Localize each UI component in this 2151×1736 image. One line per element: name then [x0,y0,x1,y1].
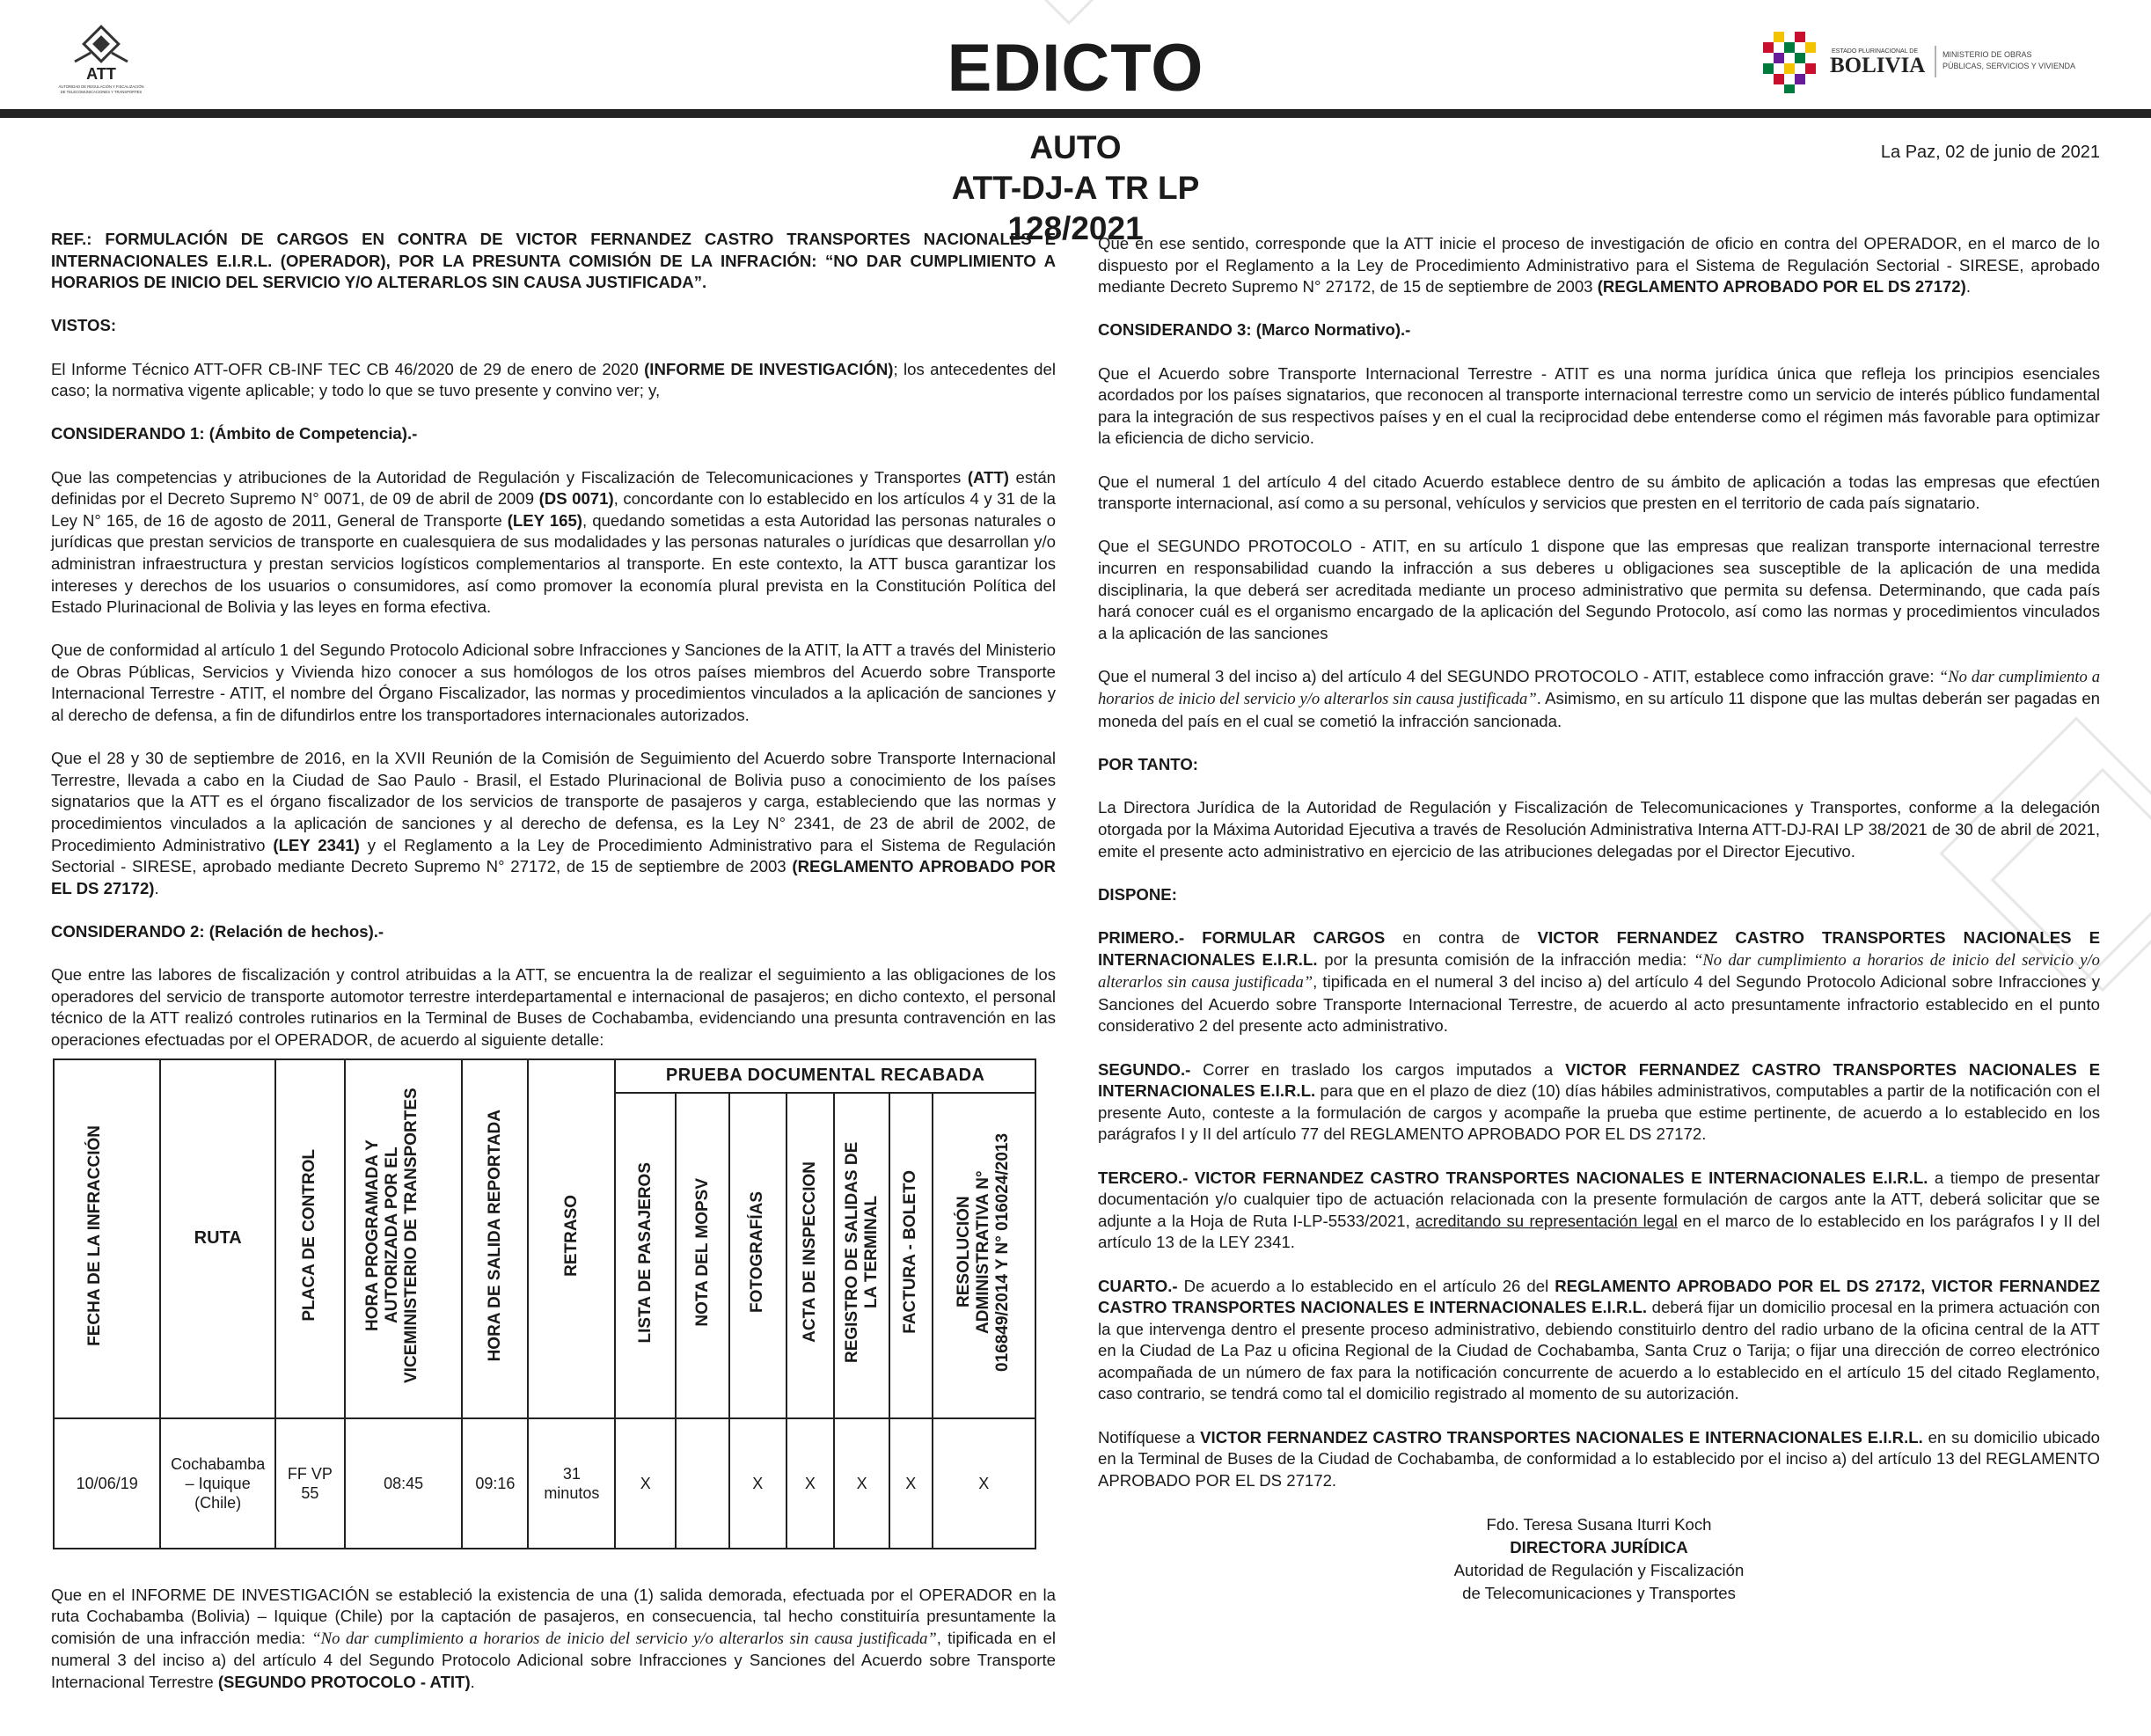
table-cell: X [729,1418,787,1549]
considerando-1-paragraph: Que las competencias y atribuciones de la Autoridad de Regulación y Fiscalización de Telecomunicaciones y Transportes (ATT) están definidas por el Decreto Supremo N° 0071, de 09 de abril de 2009 (DS 0071), concordante con lo establecido en los artículos 4 y 31 de la Ley N° 165, de 16 de agosto de 2011, General de Transporte (LEY 165), quedando sometidas a esta Autoridad las personas naturales o jurídicas que prestan servicios de transporte en cualesquiera de sus modalidades y las personas naturales o jurídicas que desarrollan y/o administran infraestructura y prestan servicios logísticos complementarios al transporte. En este contexto, la ATT busca garantizar los intereses y derechos de los usuarios o consumidores, así como promover la economía plural prevista en la Constitución Política del Estado Plurinacional de Bolivia y las leyes en forma efectiva. [51,467,1056,617]
table-header: FOTOGRAFÍAS [729,1093,787,1418]
svg-text:MINISTERIO DE OBRAS: MINISTERIO DE OBRAS [1942,50,2032,59]
table-cell: 31 minutos [528,1418,615,1549]
table-header: FACTURA - BOLETO [889,1093,933,1418]
tercero-paragraph: TERCERO.- VICTOR FERNANDEZ CASTRO TRANSPORTES NACIONALES E INTERNACIONALES E.I.R.L. a tiempo de presentar documentación y/o cualquier tipo de actuación relacionada con la presente formulación de cargos ante la ATT, deberá solicitar que se adjunte a la Hoja de Ruta I-LP-5533/2021, acreditando su representación legal en el marco de lo establecido en los parágrafos I y II del artículo 13 de la LEY 2341. [1098,1168,2100,1252]
table-row [54,1418,1035,1549]
header-rule [0,109,2151,118]
considerando-3-heading: CONSIDERANDO 3: (Marco Normativo).- [1098,320,1411,340]
table-cell: X [787,1418,835,1549]
table-cell: X [889,1418,933,1549]
considerando-1-paragraph: Que el 28 y 30 de septiembre de 2016, en la XVII Reunión de la Comisión de Seguimiento del Acuerdo sobre Transporte Internacional Terrestre, llevada a cabo en la Ciudad de Sao Paulo - Brasil, el Estado Plurinacional de Bolivia puso a conocimiento de los países signatarios que la ATT es el órgano fiscalizador de los servicios de transporte de pasajeros y carga, estableciendo que las normas y procedimientos vinculados a la aplicación de sanciones y al derecho de defensa, es la Ley N° 2341, de 23 de abril de 2002, de Procedimiento Administrativo (LEY 2341) y el Reglamento a la Ley de Procedimiento Administrativo para el Sistema de Regulación Sectorial - SIRESE, aprobado mediante Decreto Supremo N° 27172, de 15 de septiembre de 2003 (REGLAMENTO APROBADO POR EL DS 27172). [51,749,1056,897]
right-paragraph: Que en ese sentido, corresponde que la ATT inicie el proceso de investigación de oficio en contra del OPERADOR, en el marco de lo dispuesto por el Reglamento a la Ley de Procedimiento Administrativo para el Sistema de Regulación Sectorial - SIRESE, aprobado mediante Decreto Supremo N° 27172, de 15 de septiembre de 2003 (REGLAMENTO APROBADO POR EL DS 27172). [1098,234,2100,297]
considerando-3-paragraph: Que el SEGUNDO PROTOCOLO - ATIT, en su artículo 1 dispone que las empresas que realizan transporte internacional terrestre incurren en responsabilidad cuando la infracción a sus deberes u obligaciones sea susceptible de la aplicación de una medida disciplinaria, la que deberá ser acreditada mediante un proceso administrativo que permita su defensa. Determinando, que cada país hará conocer cuál es el organismo encargado de la aplicación del Segundo Protocolo, así como las normas y procedimientos vinculados a la aplicación de las sanciones [1098,537,2100,642]
signer-title: DIRECTORA JURÍDICA [1510,1538,1688,1557]
page-header [0,0,2151,123]
considerando-1-paragraph: Que de conformidad al artículo 1 del Segundo Protocolo Adicional sobre Infracciones y Sanciones de la ATIT, la ATT a través del Ministerio de Obras Públicas, Servicios y Vivienda hizo conocer a sus homólogos de los otros países miembros del Acuerdo sobre Transporte Internacional Terrestre - ATIT, el nombre del Órgano Fiscalizador, las normas y procedimientos vinculados a la aplicación de sanciones y al derecho de defensa, a fin de difundirlos entre los transportadores internacionales autorizados. [51,641,1056,725]
table-cell: FF VP 55 [275,1418,345,1549]
table-header: RETRASO [528,1059,615,1418]
svg-text:DE TELECOMUNICACIONES Y TRANSP: DE TELECOMUNICACIONES Y TRANSPORTES [60,90,143,94]
signature-block [1098,1513,2100,1605]
considerando-3-paragraph: Que el numeral 3 del inciso a) del artículo 4 del SEGUNDO PROTOCOLO - ATIT, establece como infracción grave: “No dar cumplimiento a horarios de inicio del servicio y/o alterarlos sin causa justificada”. Asimismo, en su artículo 11 dispone que las multas deberán ser pagadas en moneda del país en el cual se cometió la infracción sancionada. [1098,666,2101,731]
svg-text:BOLIVIA: BOLIVIA [1830,54,1926,77]
table-cell: 10/06/19 [54,1418,160,1549]
segundo-paragraph: SEGUNDO.- Correr en traslado los cargos imputados a VICTOR FERNANDEZ CASTRO TRANSPORTES NACIONALES E INTERNACIONALES E.I.R.L. para que en el plazo de diez (10) días hábiles administrativos, computables a partir de la notificación con el presente Auto, conteste a la formulación de cargos y acompañe la prueba que estime pertinente, de acuerdo a lo establecido en los parágrafos I y II del artículo 77 del REGLAMENTO APROBADO POR EL DS 27172. [1098,1059,2100,1144]
table-cell: Cochabamba – Iquique (Chile) [160,1418,275,1549]
table-header: ACTA DE INSPECCION [787,1093,835,1418]
table-header: LISTA DE PASAJEROS [615,1093,676,1418]
table-cell [676,1418,729,1549]
right-column [1098,233,2100,1605]
vistos-paragraph: El Informe Técnico ATT-OFR CB-INF TEC CB 46/2020 de 29 de enero de 2020 (INFORME DE INVESTIGACIÓN); los antecedentes del caso; la normativa vigente aplicable; y todo lo que se tuvo presente y convino ver; y, [51,359,1056,400]
table-header: NOTA DEL MOPSV [676,1093,729,1418]
cuarto-paragraph: CUARTO.- De acuerdo a lo establecido en el artículo 26 del REGLAMENTO APROBADO POR EL DS 27172, VICTOR FERNANDEZ CASTRO TRANSPORTES NACIONALES E INTERNACIONALES E.I.R.L. deberá fijar un domicilio procesal en la primera actuación con la que intervenga dentro el presente proceso administrativo, debiendo constituirlo dentro del radio urbano de la oficina central de la ATT en la Ciudad de La Paz u oficina Regional de la Ciudad de Cochabamba, Santa Cruz o Tarija; o fijar una dirección de correo electrónico acompañada de un número de fax para la notificación concurrente de acuerdo a lo establecido en el artículo 15 del citado Reglamento, caso contrario, se tendrá como tal el domicilio registrado al momento de su autorización. [1098,1276,2100,1403]
dispone-heading: DISPONE: [1098,884,1177,904]
conclusion-paragraph: Que en el INFORME DE INVESTIGACIÓN se estableció la existencia de una (1) salida demorada, efectuada por el OPERADOR en la ruta Cochabamba (Bolivia) – Iquique (Chile) por la captación de pasajeros, en consecuencia, tal hecho constituiría presuntamente la comisión de una infracción media: “No dar cumplimiento a horarios de inicio del servicio y/o alterarlos sin causa justificada”, tipificada en el numeral 3 del inciso a) del artículo 4 del Segundo Protocolo Adicional sobre Infracciones y Sanciones del Acuerdo sobre Transporte Internacional Terrestre (SEGUNDO PROTOCOLO - ATIT). [51,1585,1057,1691]
svg-text:ESTADO PLURINACIONAL DE: ESTADO PLURINACIONAL DE [1832,48,1919,55]
considerando-3-paragraph: Que el numeral 1 del artículo 4 del citado Acuerdo establece dentro de su ámbito de aplicación a todas las empresas que efectúen transporte internacional, así como a su personal, vehículos y servicios que presten en el territorio de cada país signatario. [1098,472,2100,513]
signer-org: de Telecomunicaciones y Transportes [1462,1584,1736,1603]
svg-text:AUTORIDAD DE REGULACIÓN Y FISC: AUTORIDAD DE REGULACIÓN Y FISCALIZACIÓN [58,84,144,89]
table-header: HORA DE SALIDA REPORTADA [462,1059,528,1418]
bolivia-emblem-icon [1763,32,1816,93]
table-cell: 09:16 [462,1418,528,1549]
table-header: HORA PROGRAMADA Y AUTORIZADA POR EL VICEMINISTERIO DE TRANSPORTES [345,1059,463,1418]
ref-paragraph: REF.: FORMULACIÓN DE CARGOS EN CONTRA DE VICTOR FERNANDEZ CASTRO TRANSPORTES NACIONALES E INTERNACIONALES E.I.R.L. (OPERADOR), POR LA PRESUNTA COMISIÓN DE LA INFRACIÓN: “NO DAR CUMPLIMIENTO A HORARIOS DE INICIO DEL SERVICIO Y/O ALTERARLOS SIN CAUSA JUSTIFICADA”. [51,230,1056,292]
bolivia-ministry-logo [1760,26,2111,97]
table-header: PLACA DE CONTROL [275,1059,345,1418]
primero-paragraph: PRIMERO.- FORMULAR CARGOS en contra de VICTOR FERNANDEZ CASTRO TRANSPORTES NACIONALES E INTERNACIONALES E.I.R.L. por la presunta comisión de la infracción media: “No dar cumplimiento a horarios de inicio del servicio y/o alterarlos sin causa justificada”, tipificada en el numeral 3 del inciso a) del artículo 4 del Segundo Protocolo Adicional sobre Infracciones y Sanciones del Acuerdo sobre Transporte Internacional Terrestre, de acuerdo al acto presuntamente infractorio establecido en el punto considerativo 2 del presente acto administrativo. [1098,928,2100,1036]
considerando-1-heading: CONSIDERANDO 1: (Ámbito de Competencia).- [51,424,418,443]
por-tanto-paragraph: La Directora Jurídica de la Autoridad de Regulación y Fiscalización de Telecomunicaciones y Transportes, conforme a la delegación otorgada por la Máxima Autoridad Ejecutiva a través de Resolución Administrativa Interna ATT-DJ-RAI LP 38/2021 de 30 de abril de 2021, emite el presente acto administrativo en ejercicio de las atribuciones delegadas por el Director Ejecutivo. [1098,798,2100,861]
signer-org: Autoridad de Regulación y Fiscalización [1453,1561,1745,1580]
considerando-2-heading: CONSIDERANDO 2: (Relación de hechos).- [51,922,384,941]
table-header: REGISTRO DE SALIDAS DE LA TERMINAL [834,1093,889,1418]
table-cell: X [834,1418,889,1549]
table-cell: 08:45 [345,1418,463,1549]
table-cell: X [615,1418,676,1549]
table-group-header: PRUEBA DOCUMENTAL RECABADA [615,1059,1035,1093]
page-title: EDICTO [947,31,1204,106]
considerando-2-paragraph: Que entre las labores de fiscalización y control atribuidas a la ATT, se encuentra la de realizar el seguimiento a las obligaciones de los operadores del servicio de transporte automotor terrestre interdepartamental e internacional de pasajeros; en dicho contexto, el personal técnico de la ATT realizó controles rutinarios en la Terminal de Buses de Cochabamba, evidenciando una presunta contravención en las operaciones efectuadas por el OPERADOR, de acuerdo al siguiente detalle: [51,965,1056,1049]
infraction-table [53,1058,1036,1549]
auto-label: AUTO [1029,129,1122,165]
document-date: La Paz, 02 de junio de 2021 [1880,143,2100,162]
table-header: FECHA DE LA INFRACCIÓN [54,1059,160,1418]
notificacion-paragraph: Notifíquese a VICTOR FERNANDEZ CASTRO TRANSPORTES NACIONALES E INTERNACIONALES E.I.R.L. en su domicilio ubicado en la Terminal de Buses de la Ciudad de Cochabamba, de conformidad a lo establecido por el inciso a) del artículo 13 del REGLAMENTO APROBADO POR EL DS 27172. [1098,1427,2101,1490]
signer-name: Fdo. Teresa Susana Iturri Koch [1486,1515,1712,1535]
vistos-heading: VISTOS: [51,316,117,335]
table-header: RESOLUCIÓN ADMINISTRATIVA N° 016849/2014 Y N° 016024/2013 [933,1093,1036,1418]
por-tanto-heading: POR TANTO: [1098,755,1198,774]
table-header: RUTA [160,1059,275,1418]
att-logo-text: ATT [86,65,116,83]
auto-number: ATT-DJ-A TR LP 128/2021 [951,170,1200,246]
table-cell: X [933,1418,1036,1549]
considerando-3-paragraph: Que el Acuerdo sobre Transporte Internacional Terrestre - ATIT es una norma jurídica única que refleja los principios esenciales acordados por los países signatarios, que reconocen al transporte internacional terrestre como un servicio de interés público fundamental para la integración de sus respectivos países y en el cual la reciprocidad debe entenderse como el régimen más favorable para optimizar la eficiencia de dicho servicio. [1098,363,2100,448]
svg-text:PÚBLICAS, SERVICIOS Y VIVIENDA: PÚBLICAS, SERVICIOS Y VIVIENDA [1942,62,2076,70]
left-column [51,229,1056,1715]
